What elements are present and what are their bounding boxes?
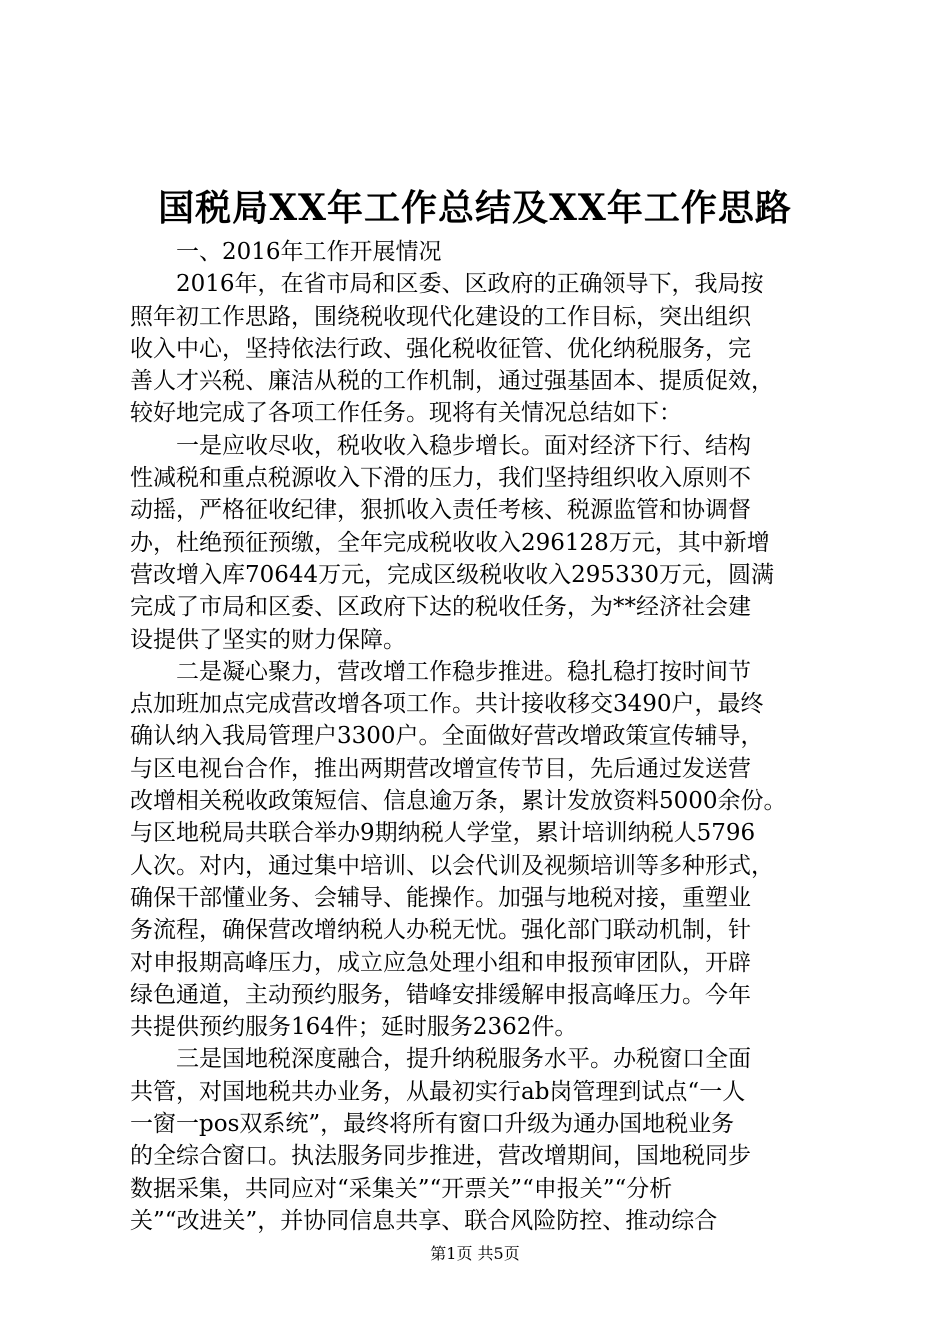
paragraph-line: 营改增入库70644万元，完成区级税收收入295330万元，圆满 <box>130 561 774 588</box>
paragraph-line: 较好地完成了各项工作任务。现将有关情况总结如下： <box>130 400 682 427</box>
paragraph-line: 2016年，在省市局和区委、区政府的正确领导下，我局按 <box>176 271 764 298</box>
paragraph-line: 三是国地税深度融合，提升纳税服务水平。办税窗口全面 <box>176 1046 751 1073</box>
paragraph-line: 性减税和重点税源收入下滑的压力，我们坚持组织收入原则不 <box>130 465 751 492</box>
paragraph-line: 数据采集，共同应对“采集关”“开票关”“申报关”“分析 <box>130 1175 673 1202</box>
paragraph-line: 关”“改进关”，并协同信息共享、联合风险防控、推动综合 <box>130 1207 718 1234</box>
paragraph-line: 完成了市局和区委、区政府下达的税收任务，为**经济社会建 <box>130 594 751 621</box>
paragraph-line: 与区电视台合作，推出两期营改增宣传节目，先后通过发送营 <box>130 755 751 782</box>
paragraph-line: 改增相关税收政策短信、信息逾万条，累计发放资料5000余份。 <box>130 788 787 815</box>
section-heading: 一、2016年工作开展情况 <box>176 239 442 265</box>
paragraph-line: 一窗一pos双系统”，最终将所有窗口升级为通办国地税业务 <box>130 1111 735 1138</box>
document-title: 国税局XX年工作总结及XX年工作思路 <box>158 187 792 229</box>
paragraph-line: 一是应收尽收，税收收入稳步增长。面对经济下行、结构 <box>176 432 751 459</box>
paragraph-line: 点加班加点完成营改增各项工作。共计接收移交3490户，最终 <box>130 691 764 718</box>
paragraph-line: 收入中心，坚持依法行政、强化税收征管、优化纳税服务，完 <box>130 335 751 362</box>
paragraph-line: 务流程，确保营改增纳税人办税无忧。强化部门联动机制，针 <box>130 917 751 944</box>
paragraph-line: 的全综合窗口。执法服务同步推进，营改增期间，国地税同步 <box>130 1143 751 1170</box>
paragraph-line: 共提供预约服务164件；延时服务2362件。 <box>130 1014 578 1041</box>
paragraph-line: 二是凝心聚力，营改增工作稳步推进。稳扎稳打按时间节 <box>176 658 751 685</box>
paragraph-line: 动摇，严格征收纪律，狠抓收入责任考核、税源监管和协调督 <box>130 497 751 524</box>
paragraph-line: 确认纳入我局管理户3300户。全面做好营改增政策宣传辅导， <box>130 723 764 750</box>
paragraph-line: 照年初工作思路，围绕税收现代化建设的工作目标，突出组织 <box>130 303 751 330</box>
page-footer: 第1页 共5页 <box>430 1244 520 1263</box>
paragraph-line: 善人才兴税、廉洁从税的工作机制，通过强基固本、提质促效， <box>130 368 774 395</box>
paragraph-line: 与区地税局共联合举办9期纳税人学堂，累计培训纳税人5796 <box>130 820 756 847</box>
paragraph-line: 共管，对国地税共办业务，从最初实行ab岗管理到试点“一人 <box>130 1078 746 1105</box>
paragraph-line: 人次。对内，通过集中培训、以会代训及视频培训等多种形式， <box>130 852 774 879</box>
paragraph-line: 绿色通道，主动预约服务，错峰安排缓解申报高峰压力。今年 <box>130 981 751 1008</box>
paragraph-line: 对申报期高峰压力，成立应急处理小组和申报预审团队，开辟 <box>130 949 751 976</box>
paragraph-line: 确保干部懂业务、会辅导、能操作。加强与地税对接，重塑业 <box>130 884 751 911</box>
document-body <box>130 236 830 1237</box>
paragraph-line: 设提供了坚实的财力保障。 <box>130 626 406 653</box>
paragraph-line: 办，杜绝预征预缴，全年完成税收收入296128万元，其中新增 <box>130 529 770 556</box>
